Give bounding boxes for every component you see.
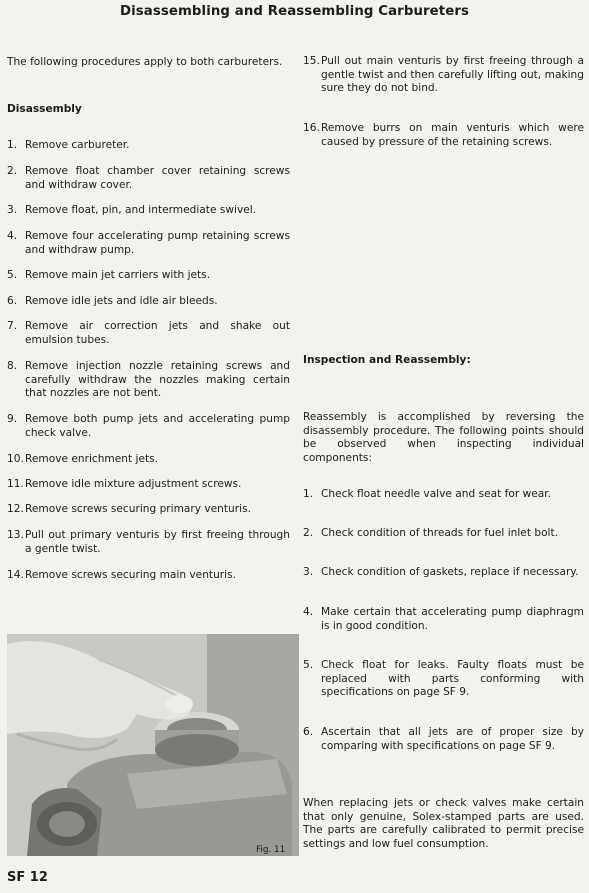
list-item: 3. Remove float, pin, and intermediate swivel. — [7, 204, 257, 216]
intro-text: The following procedures apply to both carbureters. — [7, 56, 283, 68]
list-item: 5. Check float for leaks. Faulty floats must be replaced with parts conforming with specifications on page SF 9. — [303, 659, 584, 699]
list-item: 2. Remove float chamber cover retaining screws and withdraw cover. — [7, 165, 290, 191]
list-item: 6. Remove idle jets and idle air bleeds. — [7, 295, 218, 307]
list-item: 5. Remove main jet carriers with jets. — [7, 269, 211, 281]
closing-paragraph: When replacing jets or check valves make certain that only genuine, Solex-stamped parts are used. The parts are carefully calibrated to permit precise settings and low fuel consumption. — [303, 797, 584, 850]
list-item: 1. Check float needle valve and seat for wear. — [303, 488, 551, 500]
carbureter-photo — [7, 634, 299, 856]
page-title: Disassembling and Reassembling Carbureters — [119, 4, 470, 19]
inspection-intro: Reassembly is accomplished by reversing the disassembly procedure. The following points should be observed when inspecting individual components: — [303, 411, 584, 464]
list-item: 15. Pull out main venturis by first freeing through a gentle twist and then carefully lifting out, making sure they do not bind. — [303, 55, 584, 95]
list-item: 12. Remove screws securing primary venturis. — [7, 503, 251, 515]
list-item: 9. Remove both pump jets and accelerating pump check valve. — [7, 413, 290, 439]
list-item: 10. Remove enrichment jets. — [7, 453, 159, 465]
list-item: 4. Remove four accelerating pump retaining screws and withdraw pump. — [7, 230, 290, 256]
list-item: 14. Remove screws securing main venturis. — [7, 569, 236, 581]
list-item: 3. Check condition of gaskets, replace if necessary. — [303, 566, 579, 578]
list-item: 7. Remove air correction jets and shake out emulsion tubes. — [7, 320, 290, 346]
list-item: 8. Remove injection nozzle retaining screws and carefully withdraw the nozzles making certain that nozzles are not bent. — [7, 360, 290, 400]
inspection-heading: Inspection and Reassembly: — [303, 354, 471, 366]
list-item: 13. Pull out primary venturis by first freeing through a gentle twist. — [7, 529, 290, 555]
figure-caption: Fig. 11 — [256, 845, 286, 855]
carbureter-illustration — [7, 634, 299, 856]
list-item: 1. Remove carbureter. — [7, 139, 130, 151]
disassembly-heading: Disassembly — [7, 103, 82, 115]
list-item: 16. Remove burrs on main venturis which were caused by pressure of the retaining screws. — [303, 122, 584, 148]
list-item: 6. Ascertain that all jets are of proper size by comparing with specifications on page SF 9. — [303, 726, 584, 752]
list-item: 11. Remove idle mixture adjustment screws. — [7, 478, 242, 490]
list-item: 4. Make certain that accelerating pump diaphragm is in good condition. — [303, 606, 584, 632]
page-number: SF 12 — [7, 870, 48, 885]
list-item: 2. Check condition of threads for fuel inlet bolt. — [303, 527, 559, 539]
